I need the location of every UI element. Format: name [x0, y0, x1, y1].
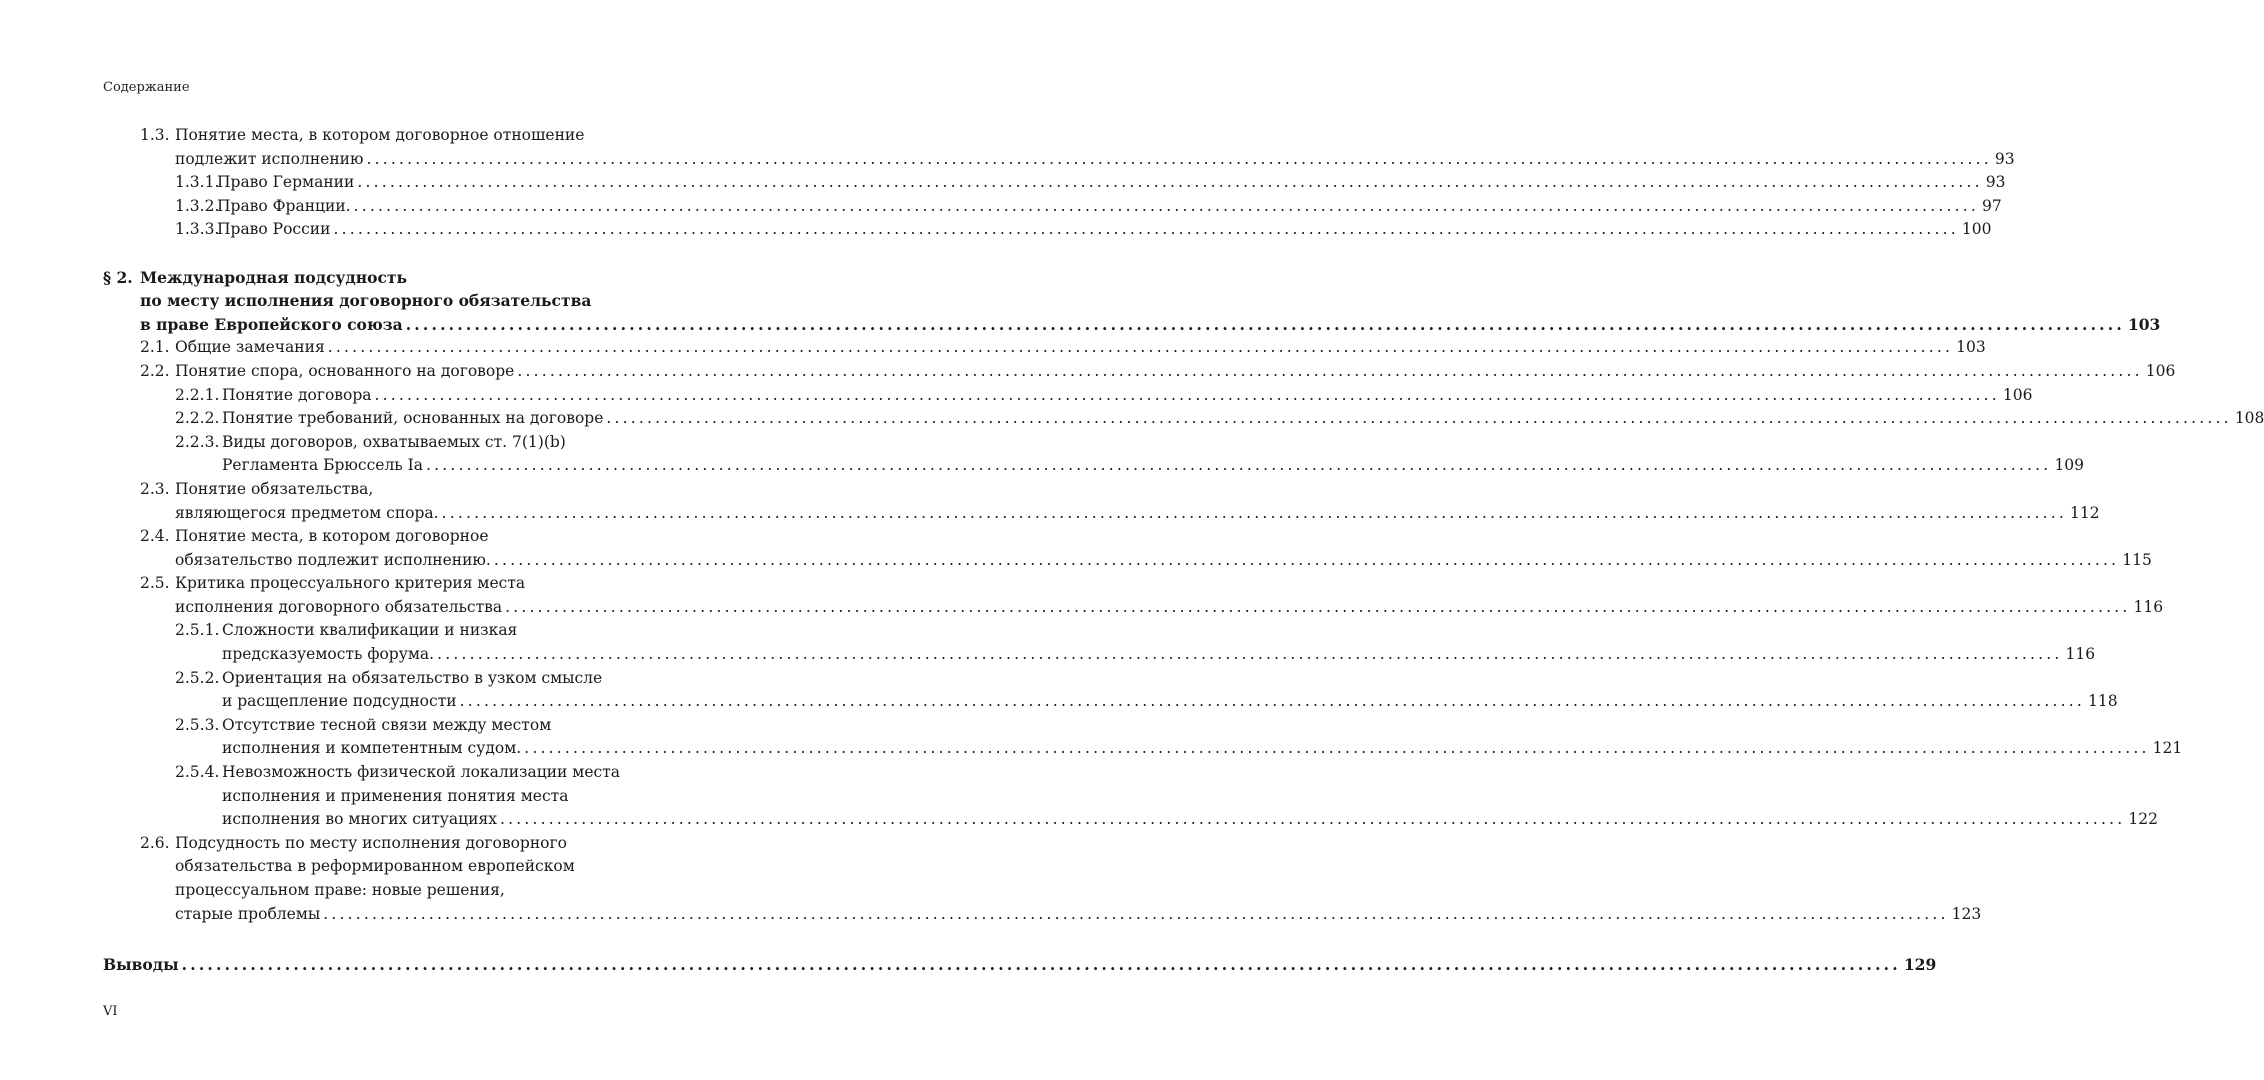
dot-leader: ........................................................................................................................................................................................................: [606, 409, 2232, 428]
toc-entry-number: 2.3.: [140, 479, 170, 498]
toc-entry-title: Право Германии: [217, 173, 355, 192]
toc-entry-number: 2.6.: [140, 833, 170, 852]
toc-page-number: 122: [2128, 810, 2158, 829]
dot-leader: ........................................................................................................................................................................................................: [524, 739, 2150, 758]
toc-entry-number: 2.2.1.: [175, 385, 220, 404]
toc-line: [0, 431, 761, 455]
toc-line: [0, 808, 2158, 832]
toc-line: [0, 737, 2183, 761]
toc-entry-title: предсказуемость форума.: [222, 645, 435, 664]
toc-entry-number: 2.5.4.: [175, 763, 220, 782]
toc-page-number: 106: [2002, 385, 2033, 404]
toc-line: [0, 832, 761, 856]
toc-line: [0, 549, 2152, 573]
dot-leader: ........................................................................................................................................................................................................: [181, 955, 1901, 975]
toc-line: [0, 667, 761, 691]
dot-leader: ........................................................................................................................................................................................................: [505, 597, 2131, 616]
toc-entry-title: исполнения и применения понятия места: [222, 786, 569, 805]
dot-leader: ........................................................................................................................................................................................................: [366, 149, 1992, 168]
toc-page-number: 93: [1985, 173, 2006, 192]
toc-entry-title: Понятие договора: [222, 385, 372, 404]
toc-line: [0, 953, 1937, 977]
toc-entry-number: 2.2.2.: [175, 409, 220, 428]
toc-entry[interactable]: [0, 525, 2152, 572]
toc-entry-title: исполнения договорного обязательства: [175, 597, 503, 616]
toc-entry-number: 1.3.1.: [175, 173, 220, 192]
toc-page-number: 115: [2122, 550, 2152, 569]
toc-entry-title: Отсутствие тесной связи между местом: [222, 715, 552, 734]
toc-entry-title: Критика процессуального критерия места: [175, 574, 526, 593]
toc-entry-number: 1.3.3.: [175, 220, 220, 239]
toc-page-number: 121: [2152, 739, 2183, 758]
toc-line: [0, 761, 761, 785]
toc-entry-number: 2.2.3.: [175, 432, 220, 451]
toc-line: [0, 313, 2161, 337]
toc-line: [0, 855, 761, 879]
toc-entry[interactable]: [0, 572, 2164, 619]
toc-entry[interactable]: [0, 266, 2161, 337]
toc-entry[interactable]: [0, 619, 2096, 666]
toc-page-number: 106: [2145, 361, 2176, 380]
toc-entry[interactable]: [0, 218, 1992, 242]
dot-leader: ........................................................................................................................................................................................................: [374, 385, 2000, 404]
toc-entry-title: Понятие требований, основанных на договоре: [222, 409, 604, 428]
toc-entry-title: Невозможность физической локализации места: [222, 763, 621, 782]
toc-entry[interactable]: [0, 431, 2085, 478]
toc-line: [0, 643, 2096, 667]
dot-leader: ........................................................................................................................................................................................................: [323, 904, 1949, 923]
dot-leader: ........................................................................................................................................................................................................: [357, 173, 1983, 192]
toc-entry-title: исполнения во многих ситуациях: [222, 810, 497, 829]
toc-page-number: 97: [1982, 196, 2002, 215]
toc-entry-title: Регламента Брюссель Ia: [222, 456, 424, 475]
toc-page-number: 129: [1903, 955, 1937, 975]
toc-line: [0, 124, 761, 148]
toc-line: [0, 502, 2100, 526]
dot-leader: ........................................................................................................................................................................................................: [517, 361, 2143, 380]
toc-entry[interactable]: [0, 832, 1982, 926]
toc-line: [0, 596, 2164, 620]
toc-line: [0, 478, 761, 502]
toc-entry-number: 2.1.: [140, 338, 170, 357]
toc-entry-number: 1.3.: [140, 126, 170, 144]
toc-line: [0, 218, 1992, 242]
toc-entry[interactable]: [0, 195, 2002, 219]
toc-line: [0, 407, 2264, 431]
toc-entry-title: Сложности квалификации и низкая: [222, 621, 518, 640]
toc-entry-number: § 2.: [103, 267, 133, 287]
toc-entry-title: Понятие места, в котором договорное отношение: [175, 126, 585, 144]
toc-entry-title: Право России: [217, 220, 331, 239]
toc-line: [0, 454, 2085, 478]
toc-entry[interactable]: [0, 124, 2015, 171]
toc-entry-title: по месту исполнения договорного обязательства: [140, 291, 592, 311]
toc-page-number: 93: [1994, 149, 2015, 168]
toc-line: [0, 714, 761, 738]
dot-leader: ........................................................................................................................................................................................................: [353, 196, 1979, 215]
toc-entry[interactable]: [0, 667, 2118, 714]
toc-entry-title: Понятие места, в котором договорное: [175, 527, 489, 546]
toc-line: [0, 148, 2015, 172]
toc-entry-title: процессуальном праве: новые решения,: [175, 881, 505, 899]
toc-line: [0, 266, 761, 290]
toc-entry[interactable]: [0, 384, 2033, 408]
toc-line: [0, 785, 761, 809]
toc-entry[interactable]: [0, 171, 2006, 195]
dot-leader: ........................................................................................................................................................................................................: [437, 645, 2063, 664]
toc-line: [0, 171, 2006, 195]
toc-entry-number: 1.3.2.: [175, 196, 220, 215]
toc-entry[interactable]: [0, 336, 1986, 360]
toc-line: [0, 572, 761, 596]
toc-line: [0, 384, 2033, 408]
toc-page-number: 103: [1956, 338, 1986, 357]
dot-leader: ........................................................................................................................................................................................................: [493, 550, 2120, 569]
toc-entry[interactable]: [0, 761, 2158, 832]
toc-line: [0, 690, 2118, 714]
toc-entry-number: 2.5.1.: [175, 621, 220, 640]
dot-leader: ........................................................................................................................................................................................................: [405, 314, 2125, 334]
toc-entry-title: Понятие обязательства,: [175, 479, 374, 498]
toc-entry-title: в праве Европейского союза: [140, 314, 403, 334]
toc-entry-title: являющегося предметом спора.: [175, 503, 439, 522]
toc-entry-title: Подсудность по месту исполнения договорного: [175, 833, 567, 852]
dot-leader: ........................................................................................................................................................................................................: [499, 810, 2126, 829]
toc-line: [0, 195, 2002, 219]
toc-entry[interactable]: [0, 953, 1937, 977]
toc-entry-title: Международная подсудность: [140, 267, 408, 287]
table-of-contents: [0, 124, 2264, 977]
toc-entry[interactable]: [0, 360, 2176, 384]
toc-page-number: 109: [2054, 456, 2085, 475]
dot-leader: ........................................................................................................................................................................................................: [459, 692, 2086, 711]
toc-line: [0, 879, 761, 903]
dot-leader: ........................................................................................................................................................................................................: [327, 338, 1954, 357]
toc-entry-title: Выводы: [103, 955, 179, 975]
toc-entry-title: и расщепление подсудности: [222, 692, 457, 711]
toc-line: [0, 525, 761, 549]
toc-page-number: 100: [1961, 220, 1992, 239]
toc-entry[interactable]: [0, 478, 2100, 525]
toc-page-number: 116: [2133, 597, 2164, 616]
page-number: VI: [103, 1004, 118, 1019]
toc-entry-title: Право Франции.: [217, 196, 351, 215]
dot-leader: ........................................................................................................................................................................................................: [426, 456, 2052, 475]
toc-line: [0, 360, 2176, 384]
toc-entry-number: 2.2.: [140, 361, 170, 380]
toc-page-number: 103: [2127, 314, 2161, 334]
toc-entry-title: Общие замечания: [175, 338, 325, 357]
toc-entry-title: старые проблемы: [175, 904, 321, 923]
toc-entry-title: обязательства в реформированном европейском: [175, 857, 575, 876]
toc-entry[interactable]: [0, 407, 2264, 431]
running-header: Содержание: [103, 80, 190, 95]
toc-entry-number: 2.5.: [140, 574, 170, 593]
toc-entry-title: исполнения и компетентным судом.: [222, 739, 522, 758]
toc-page-number: 118: [2088, 692, 2118, 711]
toc-entry-title: Понятие спора, основанного на договоре: [175, 361, 515, 380]
toc-entry[interactable]: [0, 714, 2183, 761]
toc-line: [0, 336, 1986, 360]
dot-leader: ........................................................................................................................................................................................................: [333, 220, 1959, 239]
toc-entry-title: Ориентация на обязательство в узком смысле: [222, 668, 603, 687]
toc-line: [0, 289, 761, 313]
toc-page-number: 123: [1951, 904, 1982, 923]
toc-entry-number: 2.5.3.: [175, 715, 220, 734]
toc-entry-title: Виды договоров, охватываемых ст. 7(1)(b): [222, 432, 566, 451]
dot-leader: ........................................................................................................................................................................................................: [441, 503, 2067, 522]
toc-entry-number: 2.4.: [140, 527, 170, 546]
toc-entry-number: 2.5.2.: [175, 668, 220, 687]
toc-page-number: 116: [2065, 645, 2096, 664]
toc-line: [0, 619, 761, 643]
toc-entry-title: обязательство подлежит исполнению.: [175, 550, 491, 569]
toc-entry-title: подлежит исполнению: [175, 149, 364, 168]
toc-page-number: 108: [2234, 409, 2264, 428]
toc-page-number: 112: [2069, 503, 2100, 522]
toc-line: [0, 903, 1982, 927]
